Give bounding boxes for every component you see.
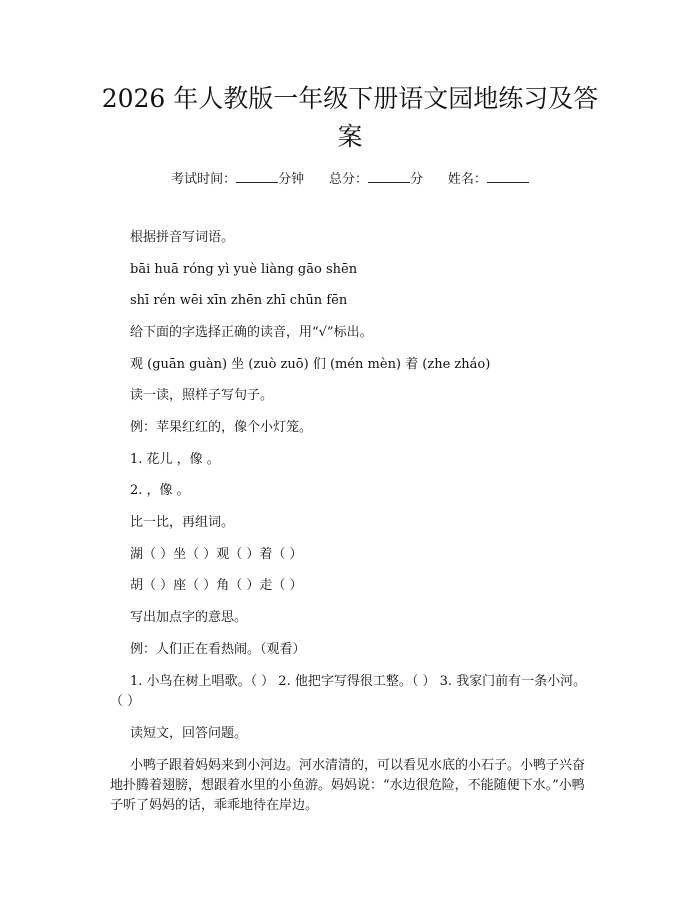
exam-time-blank [236, 168, 278, 183]
reading-passage: 小鸭子跟着妈妈来到小河边。河水清清的，可以看见水底的小石子。小鸭子兴奋地扑腾着翅膀，想跟着水里的小鱼游。妈妈说：“水边很危险，不能随便下水。”小鸭子听了妈妈的话，乖乖地待在岸边。 [110, 758, 586, 813]
meaning-items: 1. 小鸟在树上唱歌。（ ） 2. 他把字写得很工整。（ ） 3. 我家门前有一条小河。（ ） [110, 674, 587, 709]
pinyin-line-1: bāi huā róng yì yuè liàng gāo shēn [130, 262, 358, 277]
question-pinyin-words: 根据拼音写词语。 [130, 230, 235, 245]
meaning-example: 例：人们正在看热闹。（观看） [130, 642, 306, 657]
sentence-item-1: 1. 花儿 ，像 。 [130, 452, 220, 467]
sentence-item-2: 2. ，像 。 [130, 483, 190, 498]
compare-row-1: 湖（ ）坐（ ）观（ ）着（ ） [130, 547, 303, 562]
student-name-label: 姓名： [447, 172, 487, 187]
question-word-meaning: 写出加点字的意思。 [130, 610, 248, 625]
total-score-unit: 分 [410, 172, 424, 187]
sentence-example: 例：苹果红红的，像个小灯笼。 [130, 420, 313, 435]
question-read-passage: 读短文，回答问题。 [130, 726, 248, 741]
student-name-blank [487, 168, 529, 183]
question-write-sentences: 读一读，照样子写句子。 [130, 388, 274, 403]
total-score-blank [368, 168, 410, 183]
question-compare-words: 比一比，再组词。 [130, 515, 235, 530]
question-choose-pronunciation: 给下面的字选择正确的读音，用“√”标出。 [130, 325, 373, 340]
compare-row-2: 胡（ ）座（ ）角（ ）走（ ） [130, 578, 303, 593]
total-score-label: 总分： [328, 172, 368, 187]
exam-info-line [0, 168, 700, 187]
document-title: 2026 年人教版一年级下册语文园地练习及答案 [101, 84, 599, 151]
pronunciation-options: 观 (guān guàn) 坐 (zuò zuō) 们 (mén mèn) 着 (zhe zháo) [130, 357, 491, 372]
pinyin-line-2: shī rén wēi xīn zhēn zhī chūn fēn [130, 293, 348, 308]
exam-time-label: 考试时间： [171, 172, 237, 187]
exam-time-unit: 分钟 [278, 172, 305, 187]
